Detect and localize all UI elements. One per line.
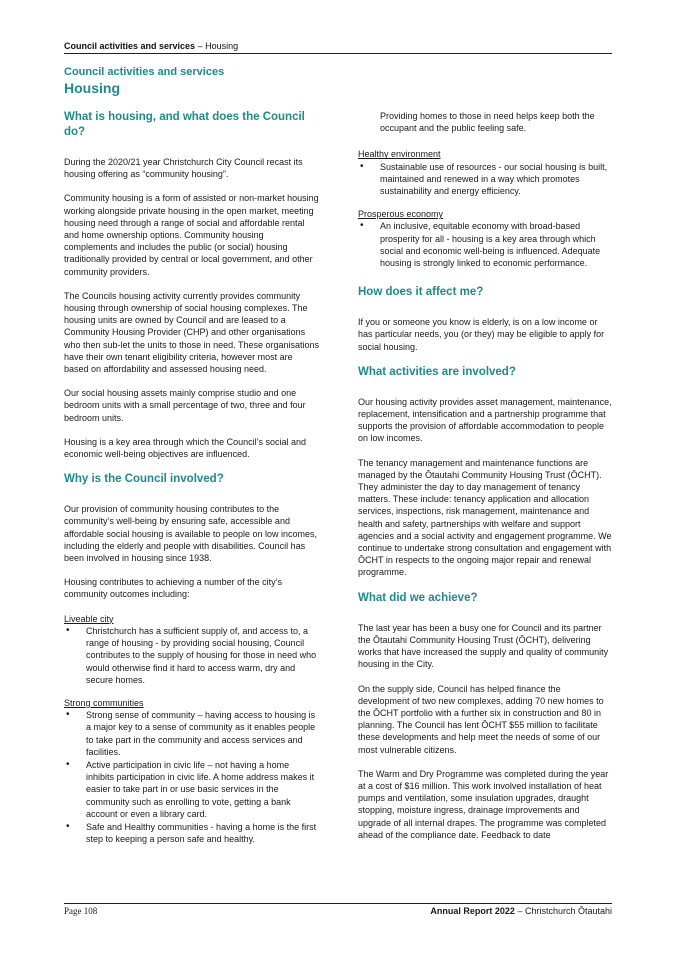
list-item: • Safe and Healthy communities - having a home is the first step to keeping a person safe and healthy. <box>86 821 319 845</box>
list-item: • Strong sense of community – having access to housing is a major key to a sense of community as it enables people to take part in the community and access services and facilities. <box>86 709 319 758</box>
footer-rule <box>64 903 612 904</box>
running-header <box>64 41 612 52</box>
paragraph: Our social housing assets mainly comprise studio and one bedroom units with a small percentage of two, three and four bedroom units. <box>64 388 306 423</box>
paragraph: If you or someone you know is elderly, is on a low income or has particular needs, you (or they) may be eligible to apply for social housing. <box>358 317 605 352</box>
paragraph: During the 2020/21 year Christchurch City Council recast its housing offering as “community housing”. <box>64 157 303 180</box>
subheading-liveable-city: Liveable city <box>64 613 114 624</box>
list-item: • Sustainable use of resources - our social housing is built, maintained and renewed in a way which promotes sustainability and energy efficiency. <box>380 161 613 198</box>
bullet-list <box>358 220 613 269</box>
paragraph: The Councils housing activity currently provides community housing through ownership of social housing complexes. The housing units are owned by Council and are leased to a Community Housing Provider (CHP) and other organisations who then sub-let the units to those in need. These organisations have their own tenant eligibility criteria, however most are based on affordability and assessed housing need. <box>64 290 320 375</box>
footer-separator: – <box>514 906 525 916</box>
heading-how-affect-me: How does it affect me? <box>358 286 484 299</box>
heading-activities-involved: What activities are involved? <box>358 365 516 378</box>
header-rule <box>64 53 612 54</box>
page-number: Page 108 <box>64 906 98 916</box>
footer-report: Annual Report 2022 <box>430 906 515 916</box>
section-kicker: Council activities and services <box>64 66 225 78</box>
header-topic: Housing <box>205 41 239 51</box>
paragraph: The last year has been a busy one for Council and its partner the Ōtautahi Community Housing Trust (ŌCHT), delivering works that have increased the supply and quality of community housing in the City. <box>358 622 609 670</box>
running-footer <box>430 906 612 916</box>
page-title: Housing <box>64 80 120 96</box>
bullet-list <box>64 709 319 845</box>
paragraph: The tenancy management and maintenance functions are managed by the Ōtautahi Community Housing Trust (ŌCHT). They administer the day to day management of tenancy matters. These include: tenancy application and allocation services, inspections, risk management, maintenance and health and safety, partnerships with welfare and support agencies and a social activity and engagement programme. We continue to undertake strong consultation and engagement with ŌCHT in respects to the ongoing major repair and renewal programme. <box>358 457 612 578</box>
heading-why-involved: Why is the Council involved? <box>64 473 224 486</box>
paragraph: On the supply side, Council has helped finance the development of two new complexes, adding 70 new homes to the ŌCHT portfolio with a further six in construction and 80 in planning. The Council has lent ŌCHT $55 million to facilitate these developments and help meet the needs of some of our most vulnerable citizens. <box>358 683 604 755</box>
paragraph: Community housing is a form of assisted or non-market housing working alongside private housing in the open market, meeting housing need through a range of social and affordable rental and home ownership options. Community housing complements and includes the public (or social) housing traditionally provided by central or local government, and other community providers. <box>64 193 319 277</box>
list-item-continued: Providing homes to those in need helps keep both the occupant and the public feeling safe. <box>380 111 595 134</box>
heading-what-is-housing: What is housing, and what does the Council do? <box>64 111 305 138</box>
heading-what-achieved: What did we achieve? <box>358 591 478 604</box>
paragraph: Our provision of community housing contributes to the community’s well-being by ensuring safe, accessible and affordable social housing is available to people on low incomes, including the elderly and people with disabilities. Council has been involved in housing since 1938. <box>64 504 317 564</box>
right-column <box>358 110 613 853</box>
paragraph: Our housing activity provides asset management, maintenance, replacement, intensification and a partnership programme that supports the provision of affordable accommodation to people on low incomes. <box>358 396 612 444</box>
bullet-list <box>64 625 319 686</box>
list-item: • Active participation in civic life – not having a home inhibits participation in civic life. A home address makes it easier to take part in or use basic services in the community such as enrolling to vote, getting a bank account or even a library card. <box>86 759 319 820</box>
header-section: Council activities and services <box>64 41 196 51</box>
paragraph: Housing is a key area through which the Council’s social and economic well-being objectives are influenced. <box>64 436 306 460</box>
subheading-healthy-environment: Healthy environment <box>358 149 441 160</box>
subheading-strong-communities: Strong communities <box>64 697 144 708</box>
list-item: • Christchurch has a sufficient supply of, and access to, a range of housing - by providing social housing, Council contributes to the supply of housing for those in need who would otherwise find it hard to access warm, dry and secure homes. <box>86 625 319 686</box>
header-separator: – <box>195 41 206 51</box>
paragraph: The Warm and Dry Programme was completed during the year at a cost of $16 million. This work involved installation of heat pumps and ventilation, some insulation upgrades, draught stopping, moisture ingress, drainage improvements and upgrade of all internal drapes. The programme was completed ahead of the compliance date. Feedback to date <box>358 768 609 840</box>
paragraph: Housing contributes to achieving a number of the city’s community outcomes including: <box>64 577 282 600</box>
footer-city: Christchurch Ōtautahi <box>524 906 612 916</box>
left-column <box>64 110 319 856</box>
bullet-list-continued <box>358 110 613 134</box>
list-item: • An inclusive, equitable economy with broad-based prosperity for all - housing is a key area through which social and economic well-being is influenced. Adequate housing is strongly linked to economic performance. <box>380 220 613 269</box>
subheading-prosperous-economy: Prosperous economy <box>358 209 444 220</box>
bullet-list <box>358 161 613 198</box>
